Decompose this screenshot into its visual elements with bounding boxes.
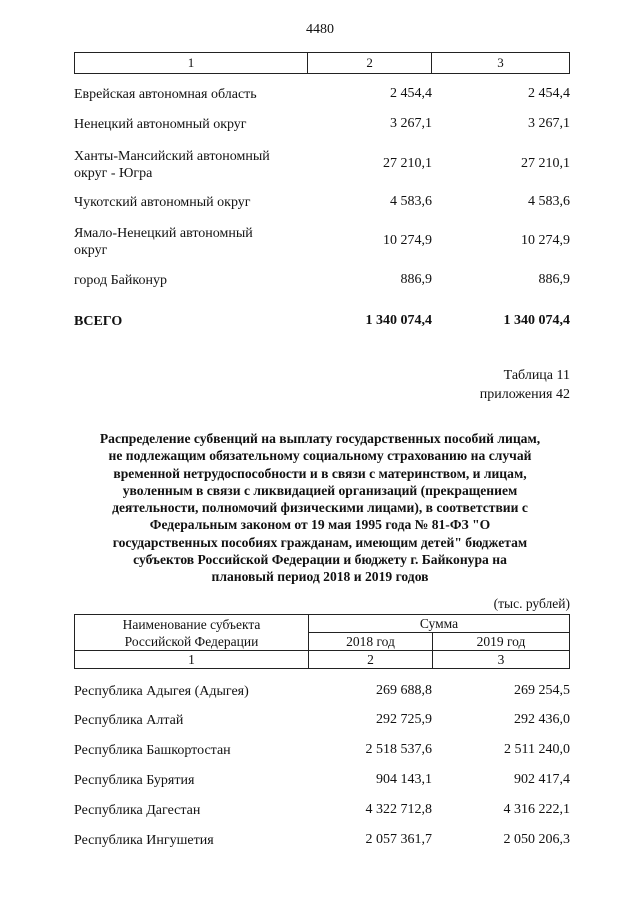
value-col-2: 3 267,1 [390,116,432,131]
value-col-3: 10 274,9 [521,233,570,248]
header-year-2019: 2019 год [476,634,526,649]
value-col-2: 10 274,9 [383,233,432,248]
value-2019: 902 417,4 [514,772,570,787]
table-row [74,802,570,819]
column-number-2: 2 [308,53,432,73]
page-number: 4480 [306,22,334,37]
region-name: Ненецкий автономный округ [74,117,247,132]
value-col-3: 3 267,1 [528,116,570,131]
region-name-line: округ - Югра [74,166,153,181]
region-name: Республика Адыгея (Адыгея) [74,684,249,699]
table-row [74,272,570,289]
region-name: Республика Башкортостан [74,743,231,758]
bottom-table-header [74,614,570,669]
region-name-line: округ [74,243,108,258]
title-line: не подлежащим обязательному социальному страхованию на случай [108,448,532,464]
region-name: Республика Ингушетия [74,833,214,848]
column-number-3: 3 [497,55,504,70]
region-name: Республика Бурятия [74,773,195,788]
region-name-line: Ямало-Ненецкий автономный [74,226,253,241]
header-col-number-2: 2 [367,652,374,667]
value-2018: 292 725,9 [376,712,432,727]
value-2019: 4 316 222,1 [503,802,570,817]
value-2019: 2 511 240,0 [504,742,570,757]
table-row [74,683,570,700]
value-col-2: 886,9 [400,272,432,287]
value-2019: 292 436,0 [514,712,570,727]
table-row [74,86,570,103]
table-row [74,225,570,259]
header-region-name [75,615,308,650]
header-name-line: Наименование субъекта [122,616,261,632]
value-2018: 904 143,1 [376,772,432,787]
total-label: ВСЕГО [74,314,123,329]
header-sum: Сумма [419,616,459,631]
units-label: (тыс. рублей) [493,596,570,611]
title-line: Распределение субвенций на выплату государственных пособий лицам, [99,431,541,446]
table-title [70,430,570,586]
value-col-3: 2 454,4 [528,86,570,101]
header-col-number-3: 3 [497,652,505,667]
title-line: государственных пособиях гражданам, имеющим детей" бюджетам [112,534,528,550]
header-name-line: Российской Федерации [124,633,259,649]
table-row [74,832,570,849]
total-col-3: 1 340 074,4 [503,313,570,328]
value-2019: 2 050 206,3 [503,832,570,847]
value-col-3: 886,9 [538,272,570,287]
table-row [74,148,570,182]
table-row [74,194,570,211]
title-line: субъектов Российской Федерации и бюджету г. Байконура на [133,552,507,568]
title-line: уволенным в связи с ликвидацией организаций (прекращением [122,482,518,498]
region-name: Чукотский автономный округ [74,195,251,210]
table-row [74,772,570,789]
table-row [74,116,570,133]
table-row [74,712,570,729]
title-line: временной нетрудоспособности и в связи с материнством, и лицам, [113,465,527,481]
value-col-2: 2 454,4 [390,86,432,101]
total-row [74,313,570,330]
appendix-number: приложения 42 [479,387,570,402]
region-name: Еврейская автономная область [74,87,257,102]
value-col-3: 4 583,6 [528,194,570,209]
region-name [74,148,308,182]
value-2018: 2 057 361,7 [365,832,432,847]
value-col-2: 4 583,6 [390,194,432,209]
header-col-number-1: 1 [188,652,195,667]
total-col-2: 1 340 074,4 [365,313,432,328]
top-table-header [74,52,570,74]
value-col-2: 27 210,1 [383,156,432,171]
region-name: Республика Алтай [74,713,184,728]
title-line: плановый период 2018 и 2019 годов [211,569,429,585]
table-row [74,742,570,759]
value-2018: 2 518 537,6 [365,742,432,757]
value-2018: 269 688,8 [376,683,432,698]
header-year-2018: 2018 год [346,634,395,649]
title-line: Федеральным законом от 19 мая 1995 года № 81-ФЗ "О [149,517,491,533]
value-col-3: 27 210,1 [521,156,570,171]
region-name: Республика Дагестан [74,803,201,818]
table-reference [480,366,570,404]
region-name: город Байконур [74,273,167,288]
value-2018: 4 322 712,8 [365,802,432,817]
title-line: деятельности, полномочий физическими лицами), в соответствии с [112,500,528,516]
region-name [74,225,308,259]
column-number-1: 1 [75,53,308,73]
region-name-line: Ханты-Мансийский автономный [74,149,270,164]
table-number: Таблица 11 [503,368,570,383]
value-2019: 269 254,5 [514,683,570,698]
